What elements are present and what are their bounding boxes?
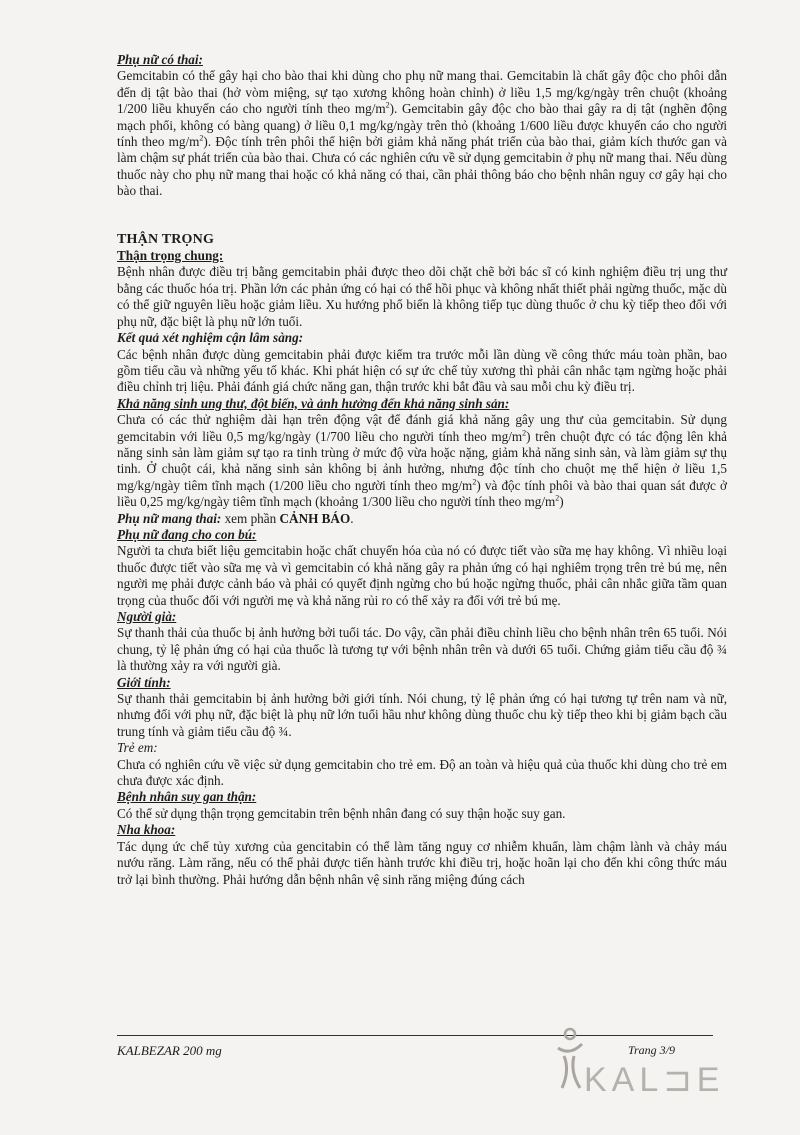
renal-hepatic-text: Có thể sử dụng thận trọng gemcitabin trên bệnh nhân đang có suy thận hoặc suy gan. [117,805,566,821]
general-precautions-heading: Thận trọng chung: [117,248,224,264]
nursing-text: Người ta chưa biết liệu gemcitabin hoặc chất chuyển hóa của nó có được tiết vào sữa mẹ hay không. Vì nhiều loại thuốc được tiết vào sữa mẹ và vì gemcitabin có khả năng gây ra phản ứng có hại nghiêm trọng trên trẻ bú mẹ, nên người mẹ phải được cảnh báo và phải có quyết định ngừng cho bú hoặc ngừng thuốc, phải cân nhắc giữa tầm quan trọng của thuốc đối với người mẹ và khả năng rủi ro có thể xảy ra đối với trẻ bú mẹ. [117,543,727,608]
gender-text: Sự thanh thải gemcitabin bị ảnh hưởng bởi giới tính. Nói chung, tỷ lệ phản ứng có hại tương tự trên nam và nữ, nhưng đối với phụ nữ, đặc biệt là phụ nữ lớn tuổi hầu như không dùng thuốc chu kỳ tiếp theo khi bị giảm bạch cầu trung tính và giảm tiểu cầu độ ¾. [117,691,727,739]
precautions-title: THẬN TRỌNG [117,231,215,247]
elderly-text: Sự thanh thải của thuốc bị ảnh hưởng bởi tuổi tác. Do vậy, cần phải điều chỉnh liều cho bệnh nhân trên 65 tuổi. Nói chung, tỷ lệ phản ứng có hại của thuốc là tương tự với bệnh nhân trên và dưới 65 tuổi. Chứng giảm tiểu cầu độ ¾ là thường xảy ra với người già. [117,625,727,674]
company-logo [548,1026,725,1106]
pregnancy-paragraph: Gemcitabin có thể gây hại cho bào thai khi dùng cho phụ nữ mang thai. Gemcitabin là chất gây độc cho phôi dẫn đến dị tật bào thai (hở vòm miệng, sự tạo xương không hoàn chỉnh) ở liều 1,5 mg/kg/ngày trên chuột (khoảng 1/200 liều khuyến cáo cho người tính theo $mg/m^2$). Gemcitabin gây độc cho bào thai gây ra dị tật (nghẽn động mạch phổi, không có bàng quang) ở liều 0,1 mg/kg/ngày trên thỏ (khoảng 1/600 liều được khuyến cáo cho người tính theo $mg/m^2$). Độc tính trên phôi thể hiện bởi giảm khả năng phát triển của bào thai, giảm kích thước gan và làm chậm sự phát triển của bào thai. Chưa có các nghiên cứu về sử dụng gemcitabin ở phụ nữ mang thai. Nếu dùng thuốc này cho phụ nữ mang thai hoặc có khả năng có thai, cần phải thông báo cho bệnh nhân nguy cơ gây hại cho bào thai. [117,68,727,199]
carcinogenesis-text: Chưa có các thử nghiệm dài hạn trên động vật để đánh giá khả năng gây ung thư của gemcitabin. Sử dụng gemcitabin với liều 0,5 mg/kg/ngày (1/700 liều cho người tính theo $mg/m^2$) trên chuột đực có tác động lên khả năng sinh sản làm giảm sự tạo ra tinh trùng ở mức độ vừa hoặc nặng, giảm khả năng sinh sản, và làm giảm sự thụ tinh. Ở chuột cái, khả năng sinh sản không bị ảnh hưởng, nhưng độc tính cho chuột mẹ thể hiện ở liều 1,5 mg/kg/ngày tiêm tĩnh mạch (1/200 liều cho người tính theo $mg/m^2$) và độc tính phôi và bào thai quan sát được ở liều 0,25 mg/kg/ngày tiêm tĩnh mạch (khoảng 1/300 liều cho người tính theo $mg/m^2$) [117,412,727,510]
children-text: Chưa có nghiên cứu về việc sử dụng gemcitabin cho trẻ em. Độ an toàn và hiệu quả của thuốc khi dùng cho trẻ em chưa được xác định. [117,756,727,789]
pregnancy-heading: Phụ nữ có thai: [117,52,203,67]
logo-wordmark: KAL⊐E [584,1061,725,1099]
general-precautions-text: Bệnh nhân được điều trị bằng gemcitabin phải được theo dõi chặt chẽ bởi bác sĩ có kinh nghiệm điều trị ung thư bằng các thuốc hóa trị. Phần lớn các phản ứng có hại có thể hồi phục và không nhất thiết phải ngừng thuốc, mặc dù có thể giữ nguyên liều hoặc giảm liều. Xu hướng phổ biến là không tiếp tục dùng thuốc ở chu kỳ tiếp theo đối với phụ nữ, đặc biệt là phụ nữ lớn tuổi. [117,264,727,329]
nursing-heading: Phụ nữ đang cho con bú: [117,526,257,542]
dental-text: Tác dụng ức chế tủy xương của gencitabin có thể làm tăng nguy cơ nhiễm khuẩn, làm chậm lành và chảy máu nướu răng. Làm răng, nếu có thể phải được tiến hành trước khi điều trị, hoặc hoãn lại cho đến khi công thức máu trở lại bình thường. Phải hướng dẫn bệnh nhân vệ sinh răng miệng đúng cách [117,838,727,887]
gender-heading: Giới tính: [117,674,171,690]
footer-page-number: Trang 3/9 [628,1043,676,1057]
lab-results-text: Các bệnh nhân được dùng gemcitabin phải được kiểm tra trước mỗi lần dùng về công thức máu toàn phần, bao gồm tiểu cầu và những yếu tố khác. Khi phát hiện có sự ức chế tủy xương thì phải cân nhắc tạm ngừng hoặc phải điều chỉnh trị liệu. Phải đánh giá chức năng gan, thận trước khi bắt đầu và sau mỗi chu kỳ điều trị. [117,346,727,395]
renal-hepatic-heading: Bệnh nhân suy gan thận: [117,789,257,805]
children-heading: Trẻ em: [117,740,158,756]
lab-results-heading: Kết quả xét nghiệm cận lâm sàng: [117,330,304,346]
footer-product-name: KALBEZAR 200 mg [117,1043,222,1058]
page-content [117,52,727,888]
dental-heading: Nha khoa: [117,822,176,838]
carcinogenesis-heading: Khả năng sinh ung thư, đột biến, và ảnh hưởng đến khả năng sinh sản: [117,395,510,411]
pregnancy-reference: Phụ nữ mang thai: xem phần CẢNH BÁO. [117,510,354,526]
elderly-heading: Người già: [117,609,177,624]
